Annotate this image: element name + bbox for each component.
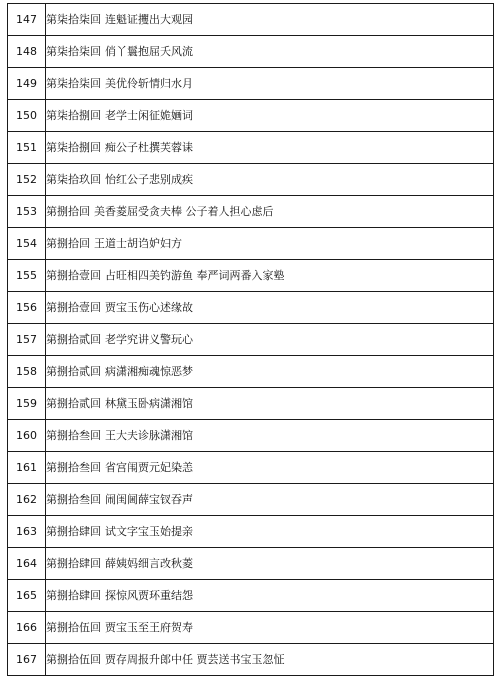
chapter-cell [46,132,494,164]
chapter-title: 林黛玉卧病潇湘馆 [105,397,193,410]
table-row [8,548,494,580]
table-row [8,4,494,36]
chapter-number: 第柒拾玖回 [46,173,101,186]
chapter-cell [46,196,494,228]
chapter-cell [46,420,494,452]
table-row [8,292,494,324]
row-number: 148 [8,36,46,68]
row-number: 160 [8,420,46,452]
row-number: 150 [8,100,46,132]
row-number: 167 [8,644,46,676]
table-row [8,484,494,516]
chapter-cell [46,164,494,196]
row-number: 159 [8,388,46,420]
chapter-title: 省宫闱贾元妃染恙 [105,461,193,474]
chapter-number: 第捌拾叁回 [46,429,101,442]
chapter-table [7,3,494,676]
chapter-number: 第捌拾壹回 [46,269,101,282]
chapter-title: 老学士闲征姽婳词 [105,109,193,122]
table-row [8,516,494,548]
table-row [8,356,494,388]
row-number: 151 [8,132,46,164]
chapter-cell [46,580,494,612]
chapter-title: 贾宝玉至王府贺寿 [105,621,193,634]
chapter-number: 第捌拾肆回 [46,589,101,602]
row-number: 153 [8,196,46,228]
table-row [8,580,494,612]
chapter-cell [46,292,494,324]
chapter-title: 连魁证攫出大观园 [105,13,193,26]
chapter-title: 俏丫鬟抱屈夭风流 [105,45,193,58]
chapter-number: 第捌拾贰回 [46,365,101,378]
table-row [8,260,494,292]
chapter-cell [46,36,494,68]
chapter-list-sheet [7,3,494,676]
row-number: 158 [8,356,46,388]
table-row [8,228,494,260]
table-row [8,452,494,484]
chapter-cell [46,484,494,516]
row-number: 164 [8,548,46,580]
chapter-number: 第柒拾捌回 [46,141,101,154]
table-row [8,612,494,644]
row-number: 147 [8,4,46,36]
chapter-cell [46,548,494,580]
chapter-title: 探惊风贾环重结怨 [105,589,193,602]
row-number: 152 [8,164,46,196]
chapter-title: 病潇湘痴魂惊恶梦 [105,365,193,378]
table-row [8,324,494,356]
chapter-cell [46,356,494,388]
chapter-cell [46,388,494,420]
chapter-number: 第捌拾伍回 [46,621,101,634]
chapter-cell [46,452,494,484]
chapter-number: 第柒拾柒回 [46,13,101,26]
table-row [8,388,494,420]
chapter-number: 第捌拾肆回 [46,557,101,570]
table-row [8,196,494,228]
row-number: 149 [8,68,46,100]
row-number: 157 [8,324,46,356]
row-number: 161 [8,452,46,484]
row-number: 163 [8,516,46,548]
chapter-cell [46,324,494,356]
chapter-title: 老学究讲义警玩心 [105,333,193,346]
chapter-title: 怡红公子悲别成疾 [105,173,193,186]
row-number: 166 [8,612,46,644]
chapter-number: 第柒拾捌回 [46,109,101,122]
chapter-number: 第捌拾叁回 [46,493,101,506]
chapter-title: 贾存周报升郎中任 贾芸送书宝玉忽怔 [105,653,285,666]
table-row [8,164,494,196]
chapter-number: 第捌拾肆回 [46,525,101,538]
chapter-title: 贾宝玉伤心述缘故 [105,301,193,314]
table-row [8,36,494,68]
row-number: 155 [8,260,46,292]
table-row [8,420,494,452]
chapter-table-body [8,4,494,676]
chapter-cell [46,68,494,100]
table-row [8,68,494,100]
table-row [8,132,494,164]
chapter-cell [46,228,494,260]
chapter-title: 美优伶斩情归水月 [105,77,193,90]
chapter-title: 痴公子杜撰芙蓉诔 [105,141,193,154]
chapter-cell [46,612,494,644]
chapter-cell [46,4,494,36]
chapter-title: 试文字宝玉始提亲 [105,525,193,538]
chapter-title: 占旺相四美钓游鱼 奉严词两番入家塾 [105,269,285,282]
table-row [8,644,494,676]
chapter-cell [46,644,494,676]
chapter-number: 第捌拾贰回 [46,397,101,410]
chapter-number: 第捌拾叁回 [46,461,101,474]
chapter-number: 第柒拾柒回 [46,45,101,58]
row-number: 165 [8,580,46,612]
row-number: 154 [8,228,46,260]
chapter-title: 闹闺阃薛宝钗吞声 [105,493,193,506]
table-row [8,100,494,132]
chapter-number: 第捌拾回 [46,237,90,250]
chapter-cell [46,516,494,548]
chapter-title: 薛姨妈细言改秋菱 [105,557,193,570]
chapter-title: 王大夫诊脉潇湘馆 [105,429,193,442]
chapter-number: 第捌拾壹回 [46,301,101,314]
chapter-cell [46,100,494,132]
chapter-number: 第柒拾柒回 [46,77,101,90]
row-number: 162 [8,484,46,516]
chapter-number: 第捌拾伍回 [46,653,101,666]
chapter-title: 美香菱屈受贪夫棒 公子着人担心虑后 [94,205,274,218]
chapter-cell [46,260,494,292]
chapter-number: 第捌拾贰回 [46,333,101,346]
row-number: 156 [8,292,46,324]
chapter-title: 王道士胡诌妒妇方 [94,237,182,250]
chapter-number: 第捌拾回 [46,205,90,218]
